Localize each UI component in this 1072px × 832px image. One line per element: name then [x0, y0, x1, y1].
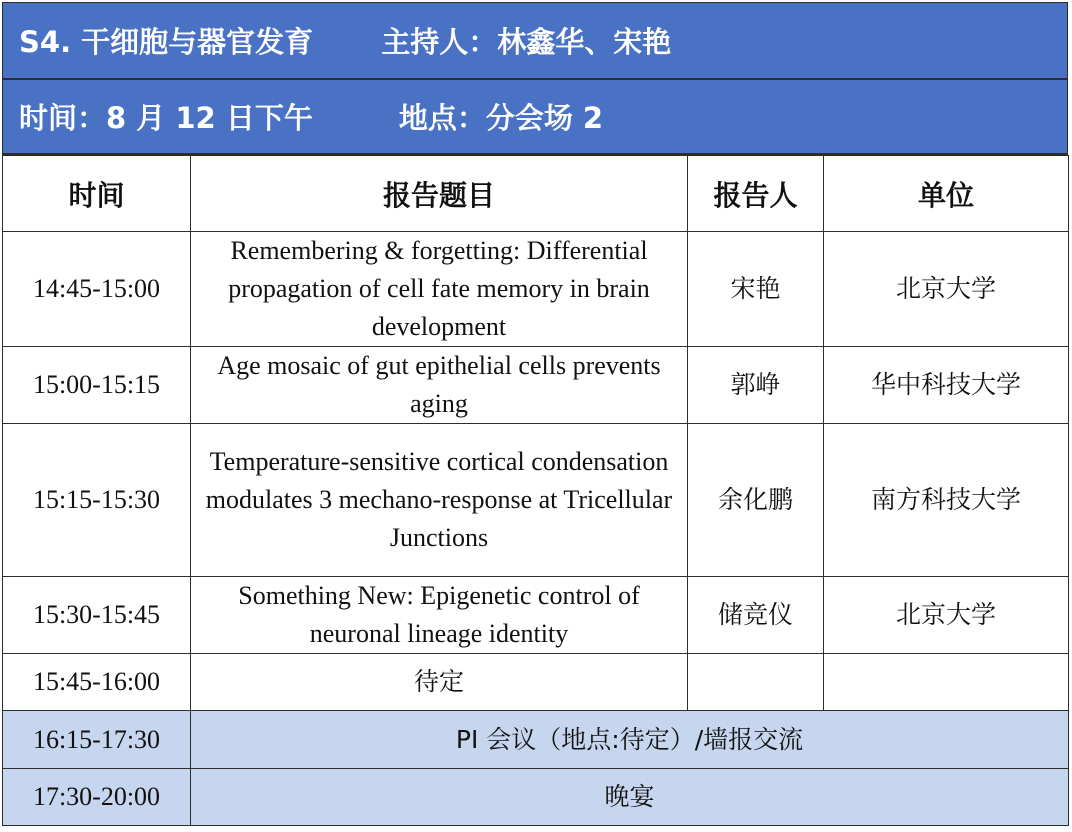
cell-affiliation [824, 654, 1069, 711]
table-row [3, 654, 1069, 711]
cell-title: Something New: Epigenetic control of neuronal lineage identity [191, 577, 688, 654]
session-venue: 地点：分会场 2 [398, 101, 604, 135]
session-host: 主持人：林鑫华、宋艳 [381, 25, 672, 59]
event-row [3, 769, 1069, 826]
cell-affiliation: 华中科技大学 [824, 347, 1069, 424]
schedule-page [2, 2, 1070, 828]
cell-title: 待定 [191, 654, 688, 711]
column-header-speaker: 报告人 [688, 156, 824, 232]
table-header-row [3, 156, 1069, 232]
cell-time: 14:45-15:00 [3, 232, 191, 347]
column-header-time: 时间 [3, 156, 191, 232]
cell-speaker: 储竞仪 [688, 577, 824, 654]
cell-time: 15:15-15:30 [3, 424, 191, 577]
table-row [3, 232, 1069, 347]
event-time: 16:15-17:30 [3, 711, 191, 769]
cell-affiliation: 北京大学 [824, 232, 1069, 347]
cell-time: 15:00-15:15 [3, 347, 191, 424]
table-row [3, 347, 1069, 424]
cell-speaker: 宋艳 [688, 232, 824, 347]
session-title: S4. 干细胞与器官发育 [19, 25, 314, 59]
cell-time: 15:30-15:45 [3, 577, 191, 654]
session-time: 时间：8 月 12 日下午 [19, 101, 313, 135]
table-row [3, 577, 1069, 654]
cell-speaker: 郭峥 [688, 347, 824, 424]
cell-affiliation: 南方科技大学 [824, 424, 1069, 577]
cell-title: Remembering & forgetting: Differential propagation of cell fate memory in brain development [191, 232, 688, 347]
cell-title: Temperature-sensitive cortical condensation modulates 3 mechano-response at Tricellular Junctions [191, 424, 688, 577]
column-header-affiliation: 单位 [824, 156, 1069, 232]
event-label: 晚宴 [191, 769, 1069, 826]
cell-speaker: 余化鹏 [688, 424, 824, 577]
cell-affiliation: 北京大学 [824, 577, 1069, 654]
session-header [2, 2, 1068, 79]
cell-speaker [688, 654, 824, 711]
session-info-header [2, 79, 1068, 155]
event-time: 17:30-20:00 [3, 769, 191, 826]
cell-time: 15:45-16:00 [3, 654, 191, 711]
cell-title: Age mosaic of gut epithelial cells prevents aging [191, 347, 688, 424]
schedule-table [2, 155, 1069, 826]
table-row [3, 424, 1069, 577]
event-label: PI 会议（地点:待定）/墙报交流 [191, 711, 1069, 769]
event-row [3, 711, 1069, 769]
column-header-title: 报告题目 [191, 156, 688, 232]
